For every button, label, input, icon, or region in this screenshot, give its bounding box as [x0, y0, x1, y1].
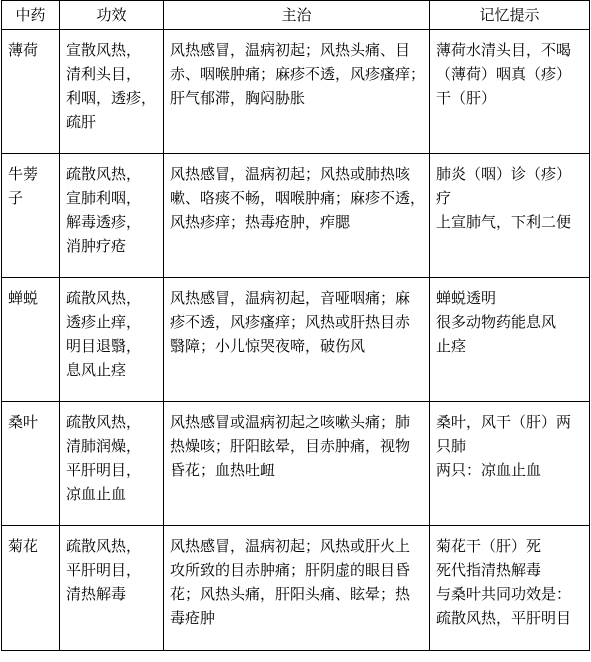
- cell-line: 止痉: [436, 337, 467, 355]
- cell-line: 蝉蜕透明: [436, 289, 497, 307]
- cell-line: 翳障；小儿惊哭夜啼，破伤风: [170, 337, 366, 355]
- cell-line: 疏肝: [66, 113, 97, 131]
- table-row: [2, 402, 590, 526]
- efficacy-cell: [60, 278, 164, 402]
- cell-line: 平肝明目，: [66, 461, 142, 479]
- cell-line: 与桑叶共同功效是：: [436, 585, 572, 603]
- efficacy-cell: [60, 402, 164, 526]
- cell-line: 清利头目，: [66, 65, 142, 83]
- indication-cell: [164, 402, 430, 526]
- memory-tip-cell: [430, 154, 590, 278]
- table-row: [2, 278, 590, 402]
- efficacy-cell: [60, 154, 164, 278]
- cell-line: 疏散风热，: [66, 413, 142, 431]
- cell-line: 疏散风热，: [66, 289, 142, 307]
- cell-line: 嗽、咯痰不畅，咽喉肿痛；麻疹不透，: [170, 189, 426, 207]
- indication-cell: [164, 154, 430, 278]
- table-row: [2, 30, 590, 154]
- cell-line: 菊花干（肝）死: [436, 537, 542, 555]
- cell-line: 上宣肺气，下利二便: [436, 213, 572, 231]
- cell-line: 蝉蜕: [8, 289, 39, 307]
- cell-line: 肝气郁滞，胸闷胁胀: [170, 89, 306, 107]
- cell-line: 薄荷水清头目，不喝: [436, 41, 572, 59]
- cell-line: 桑叶: [8, 413, 39, 431]
- cell-line: 攻所致的目赤肿痛；肝阴虚的眼目昏: [170, 561, 411, 579]
- table-row: [2, 526, 590, 651]
- memory-tip-cell: [430, 278, 590, 402]
- cell-line: 凉血止血: [66, 485, 127, 503]
- cell-line: 疗: [436, 189, 452, 207]
- cell-line: 两只：凉血止血: [436, 461, 542, 479]
- cell-line: 风热感冒，温病初起，音哑咽痛；麻: [170, 289, 411, 307]
- cell-line: 风热疹痒；热毒疮肿，痄腮: [170, 213, 351, 231]
- cell-line: 明目退翳，: [66, 337, 142, 355]
- memory-tip-cell: [430, 402, 590, 526]
- cell-line: 只肺: [436, 437, 467, 455]
- cell-line: 风热感冒，温病初起；风热或肺热咳: [170, 165, 411, 183]
- cell-line: 清热解毒: [66, 585, 127, 603]
- cell-line: 疏散风热，平肝明目: [436, 609, 572, 627]
- cell-line: 清肺润燥，: [66, 437, 142, 455]
- indication-cell: [164, 30, 430, 154]
- header-indication: 主治: [164, 1, 430, 30]
- herb-name-cell: [2, 154, 60, 278]
- herb-name-cell: [2, 278, 60, 402]
- header-row: [2, 1, 590, 30]
- cell-line: 死代指清热解毒: [436, 561, 542, 579]
- cell-line: 赤、咽喉肿痛；麻疹不透，风疹瘙痒；: [170, 65, 426, 83]
- header-efficacy: 功效: [60, 1, 164, 30]
- cell-line: 息风止痉: [66, 361, 127, 379]
- cell-line: 花；风热头痛，肝阳头痛、眩晕；热: [170, 585, 411, 603]
- cell-line: 宣肺利咽，: [66, 189, 142, 207]
- herb-name-cell: [2, 526, 60, 651]
- efficacy-cell: [60, 30, 164, 154]
- cell-line: 热燥咳；肝阳眩晕，目赤肿痛，视物: [170, 437, 411, 455]
- cell-line: 消肿疗疮: [66, 237, 127, 255]
- cell-line: 毒疮肿: [170, 609, 216, 627]
- cell-line: 桑叶，风干（肝）两: [436, 413, 572, 431]
- cell-line: 宣散风热，: [66, 41, 142, 59]
- cell-line: 子: [8, 189, 24, 207]
- herb-table: [1, 0, 590, 651]
- cell-line: 平肝明目，: [66, 561, 142, 579]
- cell-line: 解毒透疹，: [66, 213, 142, 231]
- cell-line: 很多动物药能息风: [436, 313, 557, 331]
- cell-line: 昏花；血热吐衄: [170, 461, 276, 479]
- cell-line: （薄荷）咽真（疹）: [436, 65, 572, 83]
- memory-tip-cell: [430, 30, 590, 154]
- efficacy-cell: [60, 526, 164, 651]
- table-row: [2, 154, 590, 278]
- cell-line: 薄荷: [8, 41, 39, 59]
- cell-line: 疹不透，风疹瘙痒；风热或肝热目赤: [170, 313, 411, 331]
- cell-line: 利咽，透疹，: [66, 89, 157, 107]
- cell-line: 牛蒡: [8, 165, 39, 183]
- herb-name-cell: [2, 30, 60, 154]
- cell-line: 疏散风热，: [66, 537, 142, 555]
- cell-line: 透疹止痒，: [66, 313, 142, 331]
- memory-tip-cell: [430, 526, 590, 651]
- indication-cell: [164, 526, 430, 651]
- cell-line: 肺炎（咽）诊（疹）: [436, 165, 572, 183]
- cell-line: 疏散风热，: [66, 165, 142, 183]
- cell-line: 风热感冒或温病初起之咳嗽头痛；肺: [170, 413, 411, 431]
- cell-line: 菊花: [8, 537, 39, 555]
- cell-line: 风热感冒，温病初起；风热或肝火上: [170, 537, 411, 555]
- herb-name-cell: [2, 402, 60, 526]
- header-memory: 记忆提示: [430, 1, 590, 30]
- indication-cell: [164, 278, 430, 402]
- header-herb: 中药: [2, 1, 60, 30]
- cell-line: 干（肝）: [436, 89, 497, 107]
- cell-line: 风热感冒，温病初起；风热头痛、目: [170, 41, 411, 59]
